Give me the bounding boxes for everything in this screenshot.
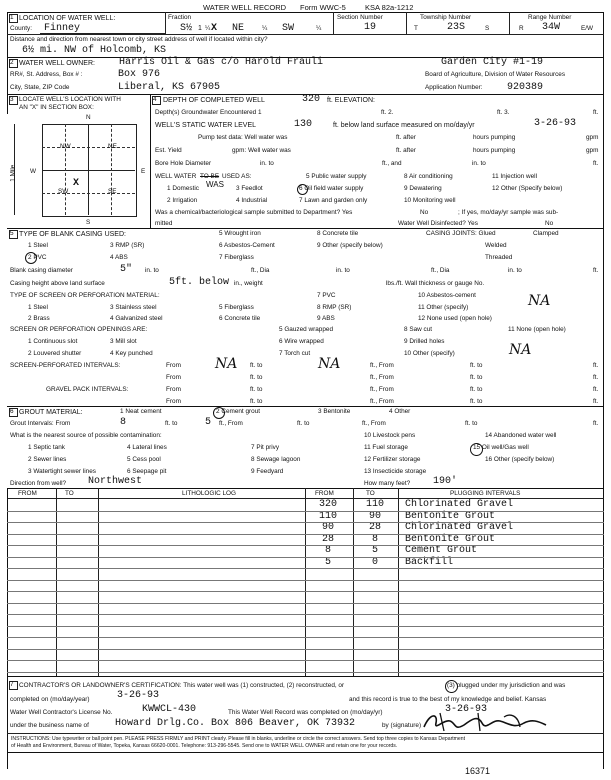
license-no: KWWCL-430: [142, 704, 197, 715]
board-label: Board of Agriculture, Division of Water Resources: [425, 71, 566, 78]
plug-from: 5: [324, 556, 331, 568]
casing-diameter: 5": [120, 264, 133, 275]
plug-from: 28: [321, 533, 334, 545]
s1-label: LOCATION OF WATER WELL:: [19, 15, 116, 22]
plug-from: 8: [324, 545, 331, 556]
form-number: Form WWC-5: [300, 3, 346, 12]
township-label: Township Number: [420, 14, 472, 21]
fraction-2: NE: [232, 23, 245, 34]
mile-label: 1 Mile: [9, 164, 17, 182]
fraction-1: S½: [180, 23, 193, 34]
distance-label: Distance and direction from nearest town or city street address of well if located within city?: [10, 36, 268, 43]
fraction-3: SW: [282, 23, 295, 34]
depth-label: DEPTH OF COMPLETED WELL: [163, 97, 265, 104]
form-title: WATER WELL RECORD: [203, 3, 287, 12]
address-label: RR#, St. Address, Box # :: [10, 71, 83, 78]
address-value: Box 976: [118, 69, 161, 80]
plug-description: Chlorinated Gravel: [405, 499, 514, 510]
distance-value: 6½ mi. NW of Holcomb, KS: [22, 45, 167, 56]
plug-to: 28: [368, 522, 381, 533]
well-location-mark: X: [73, 178, 80, 189]
screen-label: TYPE OF SCREEN OR PERFORATION MATERIAL:: [10, 292, 160, 299]
county-label: County:: [10, 25, 33, 32]
plug-description: Chlorinated Gravel: [405, 522, 514, 533]
grout-to: 5: [205, 417, 212, 428]
plug-description: Backfill: [405, 556, 454, 568]
gravel-pack-label: GRAVEL PACK INTERVALS:: [46, 386, 129, 393]
static-value: 130: [294, 119, 313, 130]
plug-description: Cement Grout: [405, 545, 478, 556]
plug-to: 5: [371, 545, 378, 556]
record-date: 3-26-93: [445, 704, 488, 715]
static-label: WELL'S STATIC WATER LEVEL: [155, 122, 257, 129]
owner-value-2: Garden City #1-19: [441, 57, 544, 68]
lithologic-log-label: LITHOLOGIC LOG: [182, 490, 236, 497]
fraction-label: Fraction: [168, 14, 192, 21]
county-value: Finney: [44, 23, 81, 34]
static-date: 3-26-93: [534, 118, 577, 129]
section-value: 19: [364, 22, 377, 33]
business-name: Howard Drlg.Co. Box 806 Beaver, OK 73932: [115, 718, 356, 729]
completion-date: 3-26-93: [117, 690, 160, 701]
screen-na: NA: [528, 293, 551, 309]
feet-value: 190': [433, 476, 458, 487]
range-value: 34W: [542, 22, 561, 33]
plug-from: 320: [318, 499, 337, 510]
range-label: Range Number: [528, 14, 572, 21]
city-value: Liberal, KS 67905: [118, 82, 221, 93]
section-label: Section Number: [337, 14, 383, 21]
plug-description: Bentonite Grout: [405, 510, 496, 522]
plug-to: 0: [371, 556, 378, 568]
grout-from: 8: [120, 417, 127, 428]
owner-value: Harris Oil & Gas c/o Harold Frauli: [119, 57, 324, 68]
ksa-number: KSA 82a-1212: [365, 3, 414, 12]
grout-label: GROUT MATERIAL:: [19, 409, 83, 416]
city-label: City, State, ZIP Code: [10, 84, 70, 91]
contamination-label: What is the nearest source of possible contamination:: [10, 432, 162, 439]
plugging-label: PLUGGING INTERVALS: [450, 490, 521, 497]
plug-description: Bentonite Grout: [405, 533, 496, 545]
plug-from: 90: [321, 522, 334, 533]
instructions-2: of Health and Environment, Bureau of Water, Topeka, Kansas 66620-0001. Telephone: 913-296-5545. Send one to WATER WELL OWNER and retain one for your records.: [11, 743, 398, 749]
direction-value: Northwest: [88, 476, 143, 487]
casing-label: TYPE OF BLANK CASING USED:: [19, 231, 126, 238]
plug-from: 110: [318, 510, 337, 522]
screen-intervals-label: SCREEN-PERFORATED INTERVALS:: [10, 362, 121, 369]
township-value: 23S: [447, 22, 466, 33]
appno-label: Application Number:: [425, 84, 483, 91]
cert-line-1: CONTRACTOR'S OR LANDOWNER'S CERTIFICATION: This water well was (1) constructed, (2) reconstructed, or: [19, 682, 345, 689]
contractor-signature: [420, 709, 550, 735]
s2-label: WATER WELL OWNER:: [19, 60, 95, 67]
plug-to: 90: [368, 510, 381, 522]
s3-label: LOCATE WELL'S LOCATION WITH: [19, 96, 121, 103]
plug-to: 110: [365, 499, 384, 510]
openings-na: NA: [509, 342, 532, 358]
appno-value: 920389: [507, 82, 544, 93]
page-number: 16371: [465, 766, 491, 776]
openings-label: SCREEN OR PERFORATION OPENINGS ARE:: [10, 326, 148, 333]
plug-to: 8: [371, 533, 378, 545]
casing-height: 5ft. below: [169, 277, 230, 288]
instructions-1: INSTRUCTIONS: Use typewriter or ball point pen. PLEASE PRESS FIRMLY and PRINT clearly. Please fill in blanks, underline or circle the correct answers. Send top three copies to Kansas Department: [11, 736, 466, 742]
depth-value: 320: [302, 94, 321, 105]
